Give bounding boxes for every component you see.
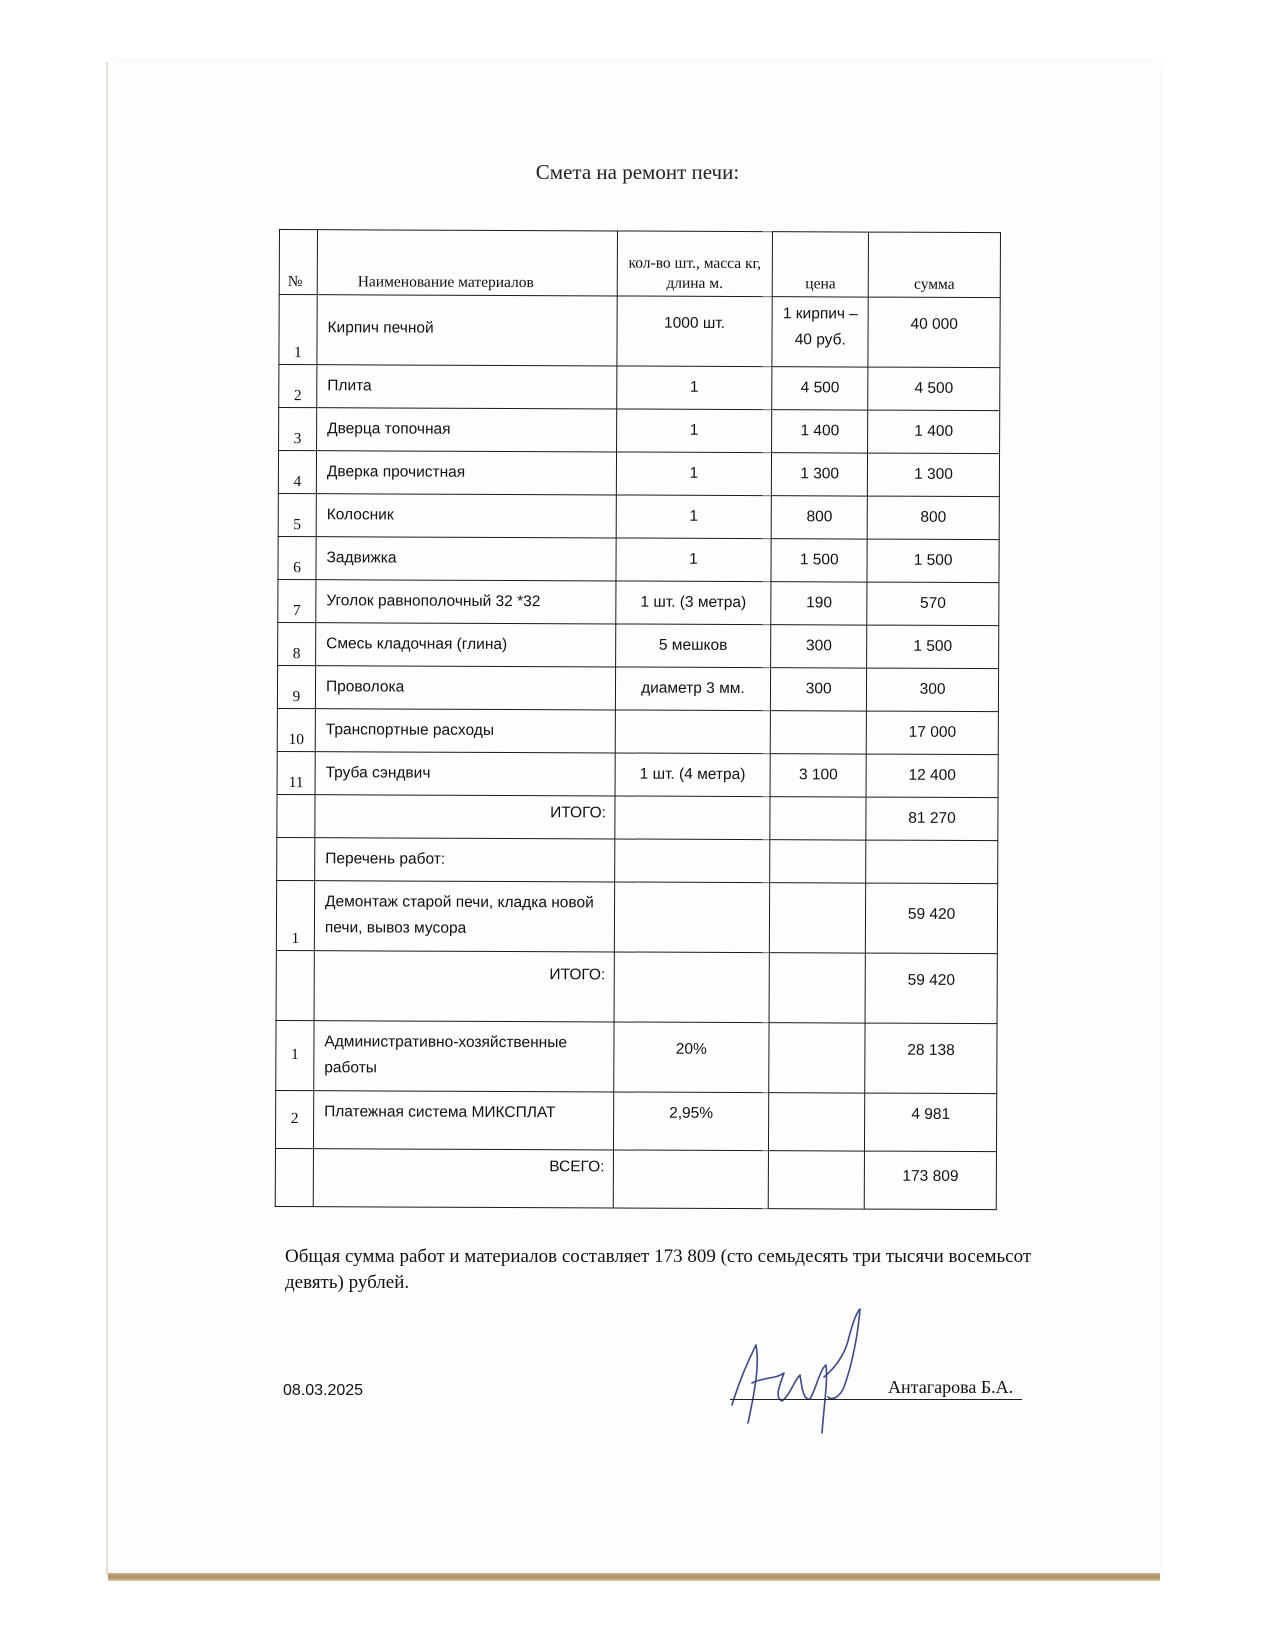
- row-num: 6: [278, 536, 316, 579]
- row-qty: 2,95%: [613, 1092, 769, 1151]
- row-price: 190: [771, 582, 867, 625]
- table-row: [278, 451, 999, 497]
- row-sum: 28 138: [865, 1023, 997, 1094]
- grand-total-row: [275, 1148, 996, 1209]
- table-row: [278, 536, 999, 582]
- row-name: Колосник: [316, 494, 616, 538]
- header-name: Наименование материалов: [317, 230, 617, 296]
- works-total-label: ИТОГО:: [314, 951, 614, 1022]
- estimate-table: [275, 229, 1001, 1210]
- signer-name: Антагарова Б.А.: [888, 1377, 1014, 1397]
- row-num: 1: [276, 880, 314, 950]
- row-name: Труба сэндвич: [315, 752, 615, 796]
- table-row: [276, 1020, 997, 1093]
- row-num: 10: [277, 708, 315, 751]
- row-qty: 1: [616, 538, 772, 582]
- table-row: [277, 751, 998, 797]
- row-sum: 1 300: [868, 453, 1000, 497]
- document-date: 08.03.2025: [283, 1382, 364, 1399]
- table-row: [278, 493, 999, 539]
- row-price: 800: [771, 496, 867, 539]
- materials-total-label: ИТОГО:: [315, 795, 615, 839]
- row-num: 2: [279, 365, 317, 408]
- materials-total-sum: 81 270: [866, 797, 998, 841]
- table-row: [278, 622, 999, 668]
- summary-text: Общая сумма работ и материалов составляет 173 809 (сто семьдесять три тысячи восемьсот девять) рублей.: [285, 1246, 1032, 1293]
- header-price: цена: [773, 232, 869, 297]
- table-row: [279, 365, 1000, 411]
- row-qty: 1 шт. (4 метра): [615, 753, 771, 797]
- row-sum: 59 420: [866, 883, 998, 954]
- row-num: 2: [275, 1090, 313, 1148]
- row-sum: 1 500: [867, 539, 999, 583]
- row-num: 5: [278, 493, 316, 536]
- desk-edge: [108, 1573, 1160, 1581]
- row-price: 1 400: [772, 410, 868, 453]
- row-name: Платежная система МИКСПЛАТ: [313, 1091, 613, 1150]
- row-price: 3 100: [770, 754, 866, 797]
- row-qty: 1: [616, 495, 772, 539]
- row-qty: 1: [616, 452, 772, 496]
- table-row: [275, 1090, 996, 1151]
- row-name: Плита: [317, 365, 617, 409]
- works-total-sum: 59 420: [865, 953, 997, 1024]
- table-row: [277, 708, 998, 754]
- row-sum: 300: [867, 668, 999, 712]
- table-header-row: [279, 230, 1000, 298]
- document-title: Смета на ремонт печи:: [535, 160, 740, 184]
- row-sum: 1 400: [868, 410, 1000, 454]
- table-row: [276, 880, 997, 953]
- row-name: Транспортные расходы: [315, 709, 615, 753]
- row-qty: 1000 шт.: [616, 296, 772, 367]
- header-qty: кол-во шт., масса кг, длина м.: [617, 231, 773, 297]
- row-sum: 570: [867, 582, 999, 626]
- row-sum: 40 000: [868, 297, 1000, 368]
- row-name: Задвижка: [316, 537, 616, 581]
- works-total-row: [276, 950, 997, 1023]
- row-sum: 1 500: [867, 625, 999, 669]
- row-num: 4: [278, 451, 316, 494]
- row-qty: 20%: [613, 1022, 769, 1093]
- row-name: Смесь кладочная (глина): [316, 623, 616, 667]
- row-num: 8: [278, 622, 316, 665]
- row-price: 4 500: [772, 367, 868, 410]
- row-qty: 1: [616, 409, 772, 453]
- row-name: Дверка прочистная: [316, 451, 616, 495]
- row-num: 11: [277, 751, 315, 794]
- row-name: Уголок равнополочный 32 *32: [316, 580, 616, 624]
- header-sum: сумма: [868, 232, 1000, 298]
- row-sum: 800: [867, 496, 999, 540]
- row-qty: 5 мешков: [615, 624, 771, 668]
- row-price: [771, 711, 867, 754]
- row-qty: диаметр 3 мм.: [615, 667, 771, 711]
- row-num: 3: [279, 408, 317, 451]
- row-price: 1 кирпич – 40 руб.: [772, 297, 868, 367]
- row-price: 1 300: [772, 453, 868, 496]
- row-price: 1 500: [771, 539, 867, 582]
- table-row: [279, 295, 1000, 368]
- row-qty: 1: [616, 366, 772, 410]
- row-sum: 4 981: [865, 1093, 997, 1152]
- signature-line: [730, 1399, 1022, 1400]
- row-qty: 1 шт. (3 метра): [615, 581, 771, 625]
- table-row: [279, 408, 1000, 454]
- works-heading-row: [277, 837, 998, 883]
- row-sum: 17 000: [866, 711, 998, 755]
- row-sum: 4 500: [868, 367, 1000, 411]
- row-name: Кирпич печной: [317, 295, 617, 366]
- row-name: Демонтаж старой печи, кладка новой печи, вывоз мусора: [314, 881, 614, 952]
- table-row: [277, 665, 998, 711]
- row-name: Проволока: [315, 666, 615, 710]
- row-qty: [615, 710, 771, 754]
- grand-total-sum: 173 809: [864, 1151, 996, 1210]
- signature-mark: [724, 1305, 884, 1435]
- row-price: 300: [771, 625, 867, 668]
- row-sum: 12 400: [866, 754, 998, 798]
- row-name: Дверца топочная: [317, 408, 617, 452]
- row-name: Административно-хозяйственные работы: [314, 1021, 614, 1092]
- works-heading: Перечень работ:: [315, 838, 615, 882]
- row-price: 300: [771, 668, 867, 711]
- row-num: 1: [279, 295, 317, 365]
- row-num: 9: [277, 665, 315, 708]
- materials-total-row: [277, 794, 998, 840]
- row-num: 7: [278, 579, 316, 622]
- row-num: 1: [276, 1020, 314, 1090]
- table-row: [278, 579, 999, 625]
- grand-total-label: ВСЕГО:: [313, 1149, 613, 1208]
- header-num: №: [279, 230, 317, 295]
